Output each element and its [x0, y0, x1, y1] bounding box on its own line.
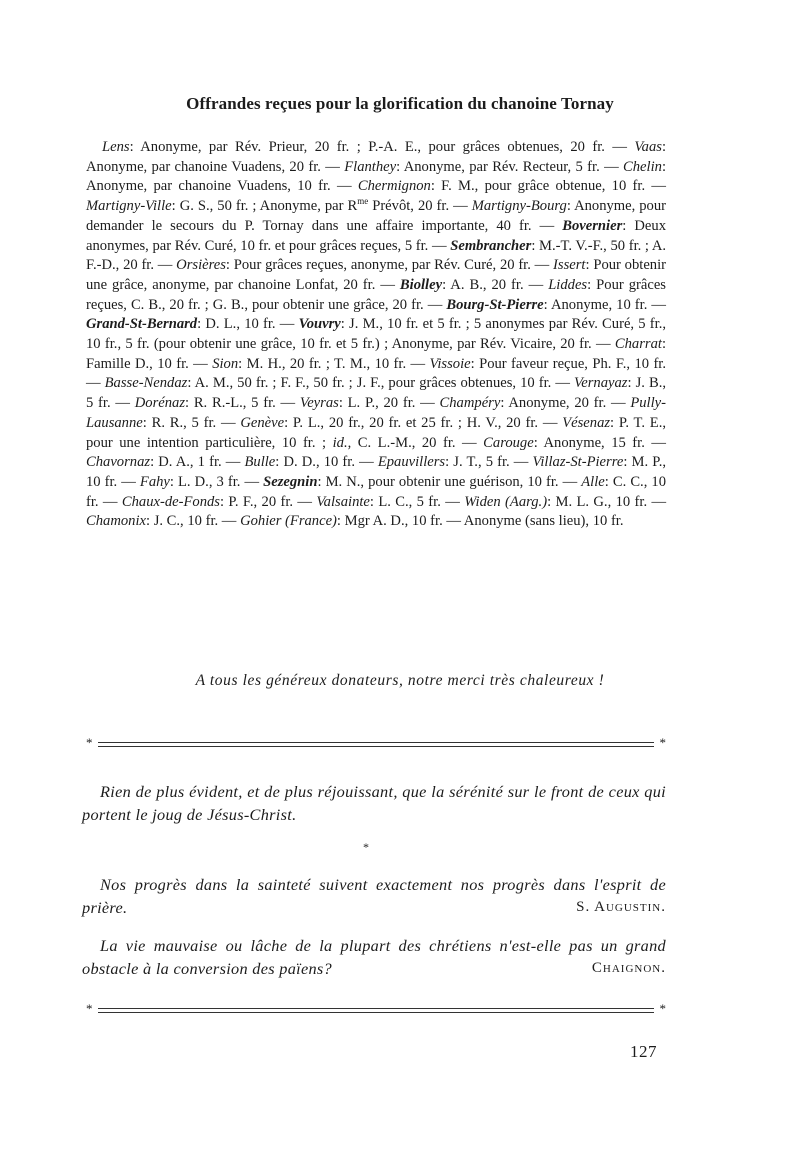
donation-entry: Anonyme, par Rév. Prieur, 20 fr. ; P.-A. E., pour grâces obtenues, 20 fr. — [140, 139, 627, 155]
place-chermignon: Chermignon [357, 178, 431, 195]
place-biolley: Biolley [399, 276, 443, 293]
donation-entry: L. C., 5 fr. — [378, 493, 460, 510]
donation-entry: Anonyme, 15 fr. — [543, 434, 666, 451]
donation-entry: A. M., 50 fr. ; F. F., 50 fr. ; J. F., pour grâces obtenues, 10 fr. — [194, 375, 570, 392]
donation-entry: Mgr A. D., 10 fr. — Anonyme (sans lieu), 10 fr. [344, 513, 624, 530]
donation-entry: J. C., 10 fr. — [153, 513, 237, 530]
place-orsieres: Orsières [176, 257, 226, 274]
rule-star: * [86, 1001, 93, 1016]
place-epauvillers: Epauvillers [377, 454, 446, 471]
donation-entry: J. M., 10 fr. et 5 fr. ; 5 anonymes par Rév. Curé, 5 fr., 10 fr., 5 fr. (pour obtenir une grâce, 10 fr. et 5 fr.) ; Anonyme, par Rév. Vicaire, 20 fr. — [86, 316, 667, 353]
place-basse-nendaz: Basse-Nendaz [104, 375, 188, 392]
place-widen: Widen (Aarg.) [464, 493, 548, 510]
rule-line [98, 746, 654, 747]
donation-entry: , C. L.-M., 20 fr. — [347, 434, 477, 451]
donation-entry: L. D., 3 fr. — [178, 473, 260, 490]
donation-entry: Anonyme, par Rév. Recteur, 5 fr. — [403, 158, 619, 175]
place-pully-lausanne: Pully-Lausanne [86, 395, 667, 431]
donation-entry: J. T., 5 fr. — [453, 454, 529, 471]
place-liddes: Liddes [548, 276, 588, 293]
donation-entry: Pour faveur reçue, Ph. F., 10 fr. — [86, 355, 667, 392]
donation-entry: Pour grâces reçues, anonyme, par Rév. Curé, 20 fr. — [233, 257, 550, 274]
place-martigny-bourg: Martigny-Bourg [471, 198, 567, 215]
donation-entry: M. P., 10 fr. — [86, 454, 667, 490]
separator-rule [86, 1001, 666, 1016]
place-chamonix: Chamonix [86, 513, 146, 530]
rule-star: * [659, 1001, 666, 1016]
place-valsainte: Valsainte [316, 493, 370, 510]
superscript: me [357, 196, 369, 207]
donation-entry: L. P., 20 fr. — [347, 395, 435, 412]
donation-entry: Anonyme, 10 fr. — [550, 296, 666, 313]
place-chavornaz: Chavornaz [86, 454, 151, 471]
separator-rule [86, 735, 666, 750]
place-vissoie: Vissoie [429, 355, 471, 372]
donation-entry: R. R.-L., 5 fr. — [193, 395, 296, 412]
donation-entry: Anonyme, par chanoine Vuadens, 10 fr. — [86, 178, 352, 195]
place-sezegnin: Sezegnin [263, 473, 318, 490]
place-chelin: Chelin [623, 158, 662, 175]
thanks-line: A tous les généreux donateurs, notre merci très chaleureux ! [195, 672, 605, 689]
donation-entry: J. B., 5 fr. — [86, 375, 666, 412]
rule-line [98, 742, 654, 743]
place-charrat: Charrat [614, 336, 662, 353]
place-martigny-ville: Martigny-Ville [86, 198, 172, 215]
donation-entry: Pour obtenir une grâce, anonyme, par chanoine Lonfat, 20 fr. — [86, 257, 667, 293]
donation-entry: Deux anonymes, par Rév. Curé, 10 fr. et pour grâces reçues, 5 fr. — [86, 217, 666, 254]
place-lens: Lens [102, 139, 130, 155]
place-gohier: Gohier (France) [240, 513, 337, 530]
rule-line [98, 1012, 654, 1013]
donation-entry: G. S., 50 fr. ; Anonyme, par R [179, 198, 358, 215]
donation-entry: P. T. E., pour une intention particulière, 10 fr. ; [86, 414, 666, 451]
donation-entry: A. B., 20 fr. — [450, 276, 544, 293]
place-fahy: Fahy [139, 473, 170, 490]
donation-entry: D. D., 10 fr. — [283, 454, 374, 471]
donation-entry: M.-T. V.-F., 50 fr. ; A. F.-D., 20 fr. — [86, 237, 667, 274]
idem: id. [332, 434, 348, 451]
donation-entry: M. L. G., 10 fr. — [555, 493, 667, 510]
place-dorenaz: Dorénaz [134, 395, 186, 412]
quote-3 [82, 934, 666, 980]
quote-2 [82, 873, 666, 919]
donation-entry: P. L., 20 fr., 20 fr. et 25 fr. ; H. V., 20 fr. — [292, 414, 558, 431]
quote-text: La vie mauvaise ou lâche de la plupart des chrétiens n'est-elle pas un grand obstacle à la conversion des païens? [82, 936, 666, 978]
donation-entry: Anonyme, pour demander le secours du P. Tornay dans une affaire importante, 40 fr. — [86, 198, 667, 234]
page-title: Offrandes reçues pour la glorification du chanoine Tornay [186, 94, 614, 113]
rule-star: * [659, 735, 666, 750]
place-villaz-st-pierre: Villaz-St-Pierre [532, 454, 624, 471]
donation-entry: F. M., pour grâce obtenue, 10 fr. — [441, 178, 666, 195]
place-chaux-de-fonds: Chaux-de-Fonds [121, 493, 220, 510]
rule-star: * [86, 735, 93, 750]
place-vaas: Vaas [634, 139, 662, 155]
place-carouge: Carouge [483, 434, 534, 451]
donation-entry: Anonyme, 20 fr. — [508, 395, 626, 412]
place-sion: Sion [212, 355, 239, 372]
place-issert: Issert [553, 257, 586, 274]
quote-text: Nos progrès dans la sainteté suivent exactement nos progrès dans l'esprit de prière. [82, 875, 666, 917]
donation-entry: Prévôt, 20 fr. — [368, 198, 468, 215]
place-alle: Alle [581, 473, 605, 490]
page-number: 127 [630, 1042, 657, 1061]
donation-entry: M. N., pour obtenir une guérison, 10 fr. — [325, 473, 578, 490]
place-vernayaz: Vernayaz [573, 375, 628, 392]
place-flanthey: Flanthey [344, 158, 397, 175]
place-sembrancher: Sembrancher [450, 237, 532, 254]
place-vouvry: Vouvry [298, 316, 341, 333]
donation-entry: C. C., 10 fr. — [86, 473, 666, 510]
place-geneve: Genève [240, 414, 285, 431]
donation-entry: P. F., 20 fr. — [228, 493, 313, 510]
donation-entry: D. L., 10 fr. — [205, 316, 295, 333]
quote-author: Chaignon. [591, 960, 666, 976]
section-star: * [363, 840, 369, 854]
donation-entry: Famille D., 10 fr. — [86, 355, 208, 372]
place-champery: Champéry [439, 395, 501, 412]
quote-1 [82, 780, 666, 826]
place-grand-st-bernard: Grand-St-Bernard [86, 316, 198, 333]
rule-line [98, 1008, 654, 1009]
quote-author: S. Augustin. [576, 899, 666, 915]
place-vesenaz: Vésenaz [562, 414, 611, 431]
donation-entry: Pour grâces reçues, C. B., 20 fr. ; G. B., pour obtenir une grâce, 20 fr. — [86, 276, 666, 313]
donation-entry: R. R., 5 fr. — [151, 414, 236, 431]
place-bovernier: Bovernier [562, 217, 623, 234]
donations-list: Lens: Anonyme, par Rév. Prieur, 20 fr. ; P.-A. E., pour grâces obtenues, 20 fr. — Vaas: Anonyme, par chanoine Vuadens, 20 fr. — Flanthey: Anonyme, par Rév. Recteur, 5 fr. — Chelin: Anonyme, par chanoine Vuadens, 10 fr. — Chermignon: F. M., pour grâce obtenue, 10 fr. — Martigny-Ville: G. S., 50 fr. ; Anonyme, par $R^{me}$ Prévôt, 20 fr. — Martigny-Bourg: Anonyme, pour demander le secours du P. Tornay dans une affaire importante, 40 fr. — Bovernier: Deux anonymes, par Rév. Curé, 10 fr. et pour grâces reçues, 5 fr. — Sembrancher: M.-T. V.-F., 50 fr. ; A. F.-D., 20 fr. — Orsières: Pour grâces reçues, anonyme, par Rév. Curé, 20 fr. — Issert: Pour obtenir une grâce, anonyme, par chanoine Lonfat, 20 fr. — Biolley: A. B., 20 fr. — Liddes: Pour grâces reçues, C. B., 20 fr. ; G. B., pour obtenir une grâce, 20 fr. — Bourg-St-Pierre: Anonyme, 10 fr. — Grand-St-Bernard: D. L., 10 fr. — Vouvry: J. M., 10 fr. et 5 fr. ; 5 anonymes par Rév. Curé, 5 fr., 10 fr., 5 fr. (pour obtenir une grâce, 10 fr. et 5 fr.) ; Anonyme, par Rév. Vicaire, 20 fr. — Charrat: Famille D., 10 fr. — Sion: M. H., 20 fr. ; T. M., 10 fr. — Vissoie: Pour faveur reçue, Ph. F., 10 fr. — Basse-Nendaz: A. M., 50 fr. ; F. F., 50 fr. ; J. F., pour grâces obtenues, 10 fr. — Vernayaz: J. B., 5 fr. — Dorénaz: R. R.-L., 5 fr. — Veyras: L. P., 20 fr. — Champéry: Anonyme, 20 fr. — Pully-Lausanne: R. R., 5 fr. — Genève: P. L., 20 fr., 20 fr. et 25 fr. ; H. V., 20 fr. — Vésenaz: P. T. E., pour une intention particulière, 10 fr. ; id., C. L.-M., 20 fr. — Carouge: Anonyme, 15 fr. — Chavornaz: D. A., 1 fr. — Bulle: D. D., 10 fr. — Epauvillers: J. T., 5 fr. — Villaz-St-Pierre: M. P., 10 fr. — Fahy: L. D., 3 fr. — Sezegnin: M. N., pour obtenir une guérison, 10 fr. — Alle: C. C., 10 fr. — Chaux-de-Fonds: P. F., 20 fr. — Valsainte: L. C., 5 fr. — Widen (Aarg.): M. L. G., 10 fr. — Chamonix: J. C., 10 fr. — Gohier (France): Mgr A. D., 10 fr. — Anonyme (sans lieu), 10 fr. [86, 139, 667, 530]
donation-entry: Anonyme, par chanoine Vuadens, 20 fr. — [86, 158, 340, 175]
donation-entry: M. H., 20 fr. ; T. M., 10 fr. — [246, 355, 426, 372]
donation-entry: D. A., 1 fr. — [158, 454, 241, 471]
place-veyras: Veyras [299, 395, 339, 412]
place-bourg-st-pierre: Bourg-St-Pierre [446, 296, 544, 313]
quote-text: Rien de plus évident, et de plus réjouissant, que la sérénité sur le front de ceux qui portent le joug de Jésus-Christ. [82, 782, 666, 824]
place-bulle: Bulle [244, 454, 276, 471]
